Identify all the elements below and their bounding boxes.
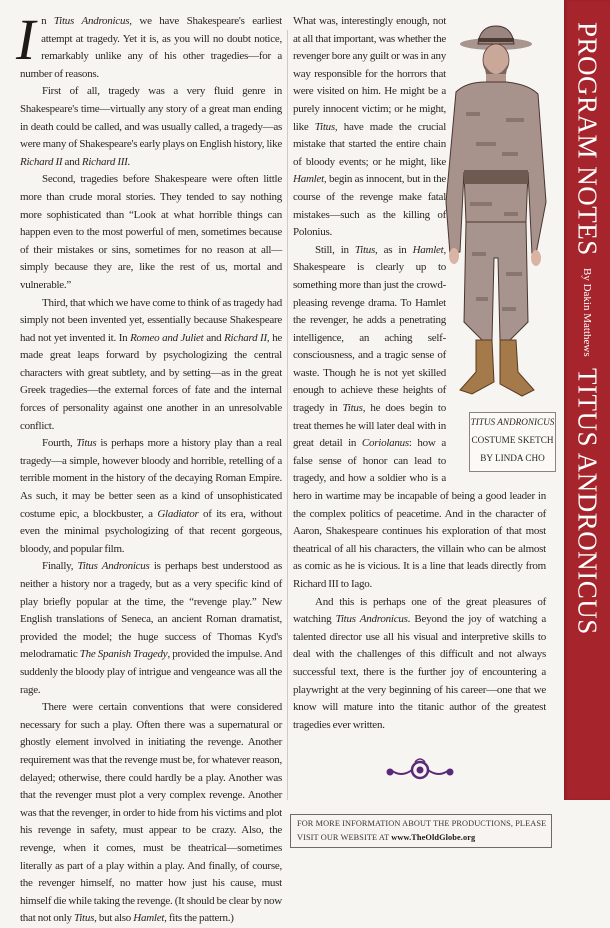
article-left-column — [16, 7, 283, 928]
body-text: There were certain conventions that were considered necessary for such a play. Often there was a supernatural or ghostly element involved in initiating the revenge. Another requirement was that the revenge must be, for whatever reason, delayed; otherwise, there could hardly be a play. Another was that the revenger must plot a very complex revenge. Another was that the revenger, in order to hide from his victims and plot his revenge in safety, must appear to be crazy. Also, the revenge, when it comes, must be theatrical—sometimes literally as part of a play within a play. And finally, of course, the revenger himself, no matter how just his cause, must himself die while taking the revenge. (It should be clear by now that not only — [20, 701, 282, 925]
body-text: . Beyond the joy of watching a talented director use all his visual and interpretive skills to deal with the challenges of this difficult and not always successful text, there is the further joy of encountering a playwright at the very beginning of his career—one that we know will mature into the titanic author of the greatest tragedies ever written. — [293, 613, 547, 731]
paragraph — [20, 558, 282, 699]
caption-subtitle: COSTUME SKETCH — [471, 435, 554, 445]
body-text: What was, interestingly enough, not at all that important, was whether the revenger bore any guilt or was in any way responsible for the horrors that were visited on him. He might be a purely innocent victim; or he might, like — [293, 15, 446, 133]
body-text: n — [41, 15, 54, 27]
column-divider — [287, 30, 288, 800]
sidebar-title: PROGRAM NOTES — [572, 22, 603, 256]
program-notes-sidebar — [564, 0, 610, 800]
body-text: Second, tragedies before Shakespeare were often little more than crude moral stories. They tended to say nothing more sophisticated than “Look at what horrible things can happen even to the most powerful of men, sometimes because of their mistakes or sins, sometimes for no reason at all—simply because they are, like the rest of us, mortal and vulnerable.” — [20, 173, 282, 291]
paragraph — [293, 594, 546, 735]
paragraph — [16, 7, 282, 83]
italic-title-text: Richard II — [20, 155, 63, 168]
body-text: and — [62, 155, 82, 168]
costume-sketch-illustration — [436, 22, 560, 404]
italic-title-text: Richard II — [224, 331, 267, 344]
italic-title-text: Hamlet, — [293, 173, 327, 186]
body-text: we have Shakespeare's earliest attempt at tragedy. Yet it is, as you will no doubt notice, remarkably unlike any of his other tragedies—for a number of reasons. — [20, 15, 282, 80]
footer-text: FOR MORE INFORMATION ABOUT THE PRODUCTIONS, PLEASE — [297, 819, 547, 829]
paragraph — [20, 699, 282, 928]
body-text: is perhaps best understood as neither a history nor a tragedy, but as a very specific kind of play briefly popular at the time, the “revenge play.” New English translations of Seneca, an ancient Roman dramatist, provided the model; the huge success of Thomas Kyd's melodramatic — [20, 560, 283, 661]
body-text: have made the crucial mistake that started the entire chain of bloody events; or he might, like — [293, 120, 446, 168]
body-text: : how a false sense of honor can lead to tragedy, and how a soldier who is a hero in wartime may be incapable of being a good leader in the complex politics of peacetime. And in the character of Aaron, Shakespeare continues his exploration of that most theatrical of all his characters, the villain who can be almost as comic as he is vicious. It is a line that leads directly from Richard III to Iago. — [293, 437, 546, 590]
costume-figure — [446, 26, 546, 396]
italic-title-text: The Spanish Tragedy — [79, 648, 168, 661]
body-text: Still, in — [315, 243, 355, 256]
paragraph — [20, 171, 282, 294]
body-text: , he made great leaps forward by psychologizing the central characters with great subtlety, and by setting—as in the great Greek tragedies—the external forces of fate and the internal forces of personality against one another in an unresolvable conflict. — [20, 331, 282, 432]
body-text: , as in — [375, 243, 413, 256]
body-text: , provided the impulse. And suddenly the bloody play of intrigue and vengeance was all the rage. — [20, 648, 282, 696]
italic-title-text: Titus — [76, 437, 97, 450]
body-text: of its era, without even the minimal psychologizing of that recent gorgeous, bloody, and popular film. — [20, 507, 282, 555]
body-text: Finally, — [42, 560, 78, 573]
italic-title-text: Coriolanus — [361, 437, 409, 450]
figure-caption — [469, 412, 556, 472]
body-text: and — [203, 331, 225, 344]
website-link[interactable]: www.TheOldGlobe.org — [391, 833, 476, 843]
paragraph — [20, 83, 282, 171]
italic-title-text: Hamlet, — [133, 912, 167, 925]
italic-title-text: Titus, — [342, 402, 366, 415]
body-text: fits the pattern.) — [166, 912, 234, 925]
body-text: Fourth, — [42, 437, 77, 450]
sidebar-play-title: TITUS ANDRONICUS — [572, 368, 603, 636]
drop-cap: I — [16, 7, 36, 72]
italic-title-text: Titus Andronicus — [77, 560, 150, 573]
body-text: Third, that which we have come to think of as tragedy had simply not been invented yet, essentially because Shakespeare had not yet invented it. In — [20, 296, 282, 344]
footer-text-2: VISIT OUR WEBSITE AT — [297, 833, 392, 843]
caption-title: TITUS ANDRONICUS — [470, 417, 555, 427]
body-text: First of all, tragedy was a very fluid genre in Shakespeare's time—virtually any story of a great man ending in death could be called, and was usually called, a tragedy—as were many of Shakespeare's early plays on English history, like — [20, 85, 282, 151]
body-text: And this is perhaps one of the great pleasures of watching — [293, 595, 546, 626]
italic-title-text: Gladiator — [157, 507, 199, 520]
italic-title-text: Titus, — [314, 120, 338, 133]
body-text: he does begin to treat themes he will later deal with in great detail in — [293, 402, 446, 450]
italic-title-text: Titus — [354, 243, 376, 256]
caption-credit: BY LINDA CHO — [480, 453, 545, 463]
website-info-box — [290, 814, 552, 848]
italic-title-text: Titus Andronicus, — [53, 15, 132, 27]
italic-title-text: Titus, — [73, 912, 97, 925]
sidebar-byline: By Dakin Matthews — [581, 267, 593, 357]
italic-title-text: Hamlet, — [412, 243, 446, 256]
body-text: but also — [96, 912, 134, 925]
paragraph — [20, 295, 282, 436]
flourish-ornament-icon — [385, 756, 455, 784]
body-text: is perhaps more a history play than a real tragedy—a simple, however bloody and horrible, retelling of a terrible moment in the history of the decaying Roman Empire. As such, it may be better seen as a kind of unsophisticated costume epic, a blockbuster, a — [20, 437, 282, 520]
paragraph — [20, 435, 282, 558]
body-text: begin as innocent, but in the course of the revenge make fatal mistakes—such as the killing of Polonius. — [293, 173, 446, 239]
italic-title-text: Romeo and Juliet — [130, 331, 204, 344]
italic-title-text: Richard III. — [81, 155, 131, 168]
body-text: Shakespeare is clearly up to something more than just the crowd-pleasing revenge drama. To Hamlet the revenger, he adds a penetrating intelligence, an aching self-consciousness, and a tragic sense of waste. Though he is not yet skilled enough to achieve these heights of tragedy in — [293, 261, 446, 415]
italic-title-text: Titus Andronicus — [335, 613, 408, 626]
